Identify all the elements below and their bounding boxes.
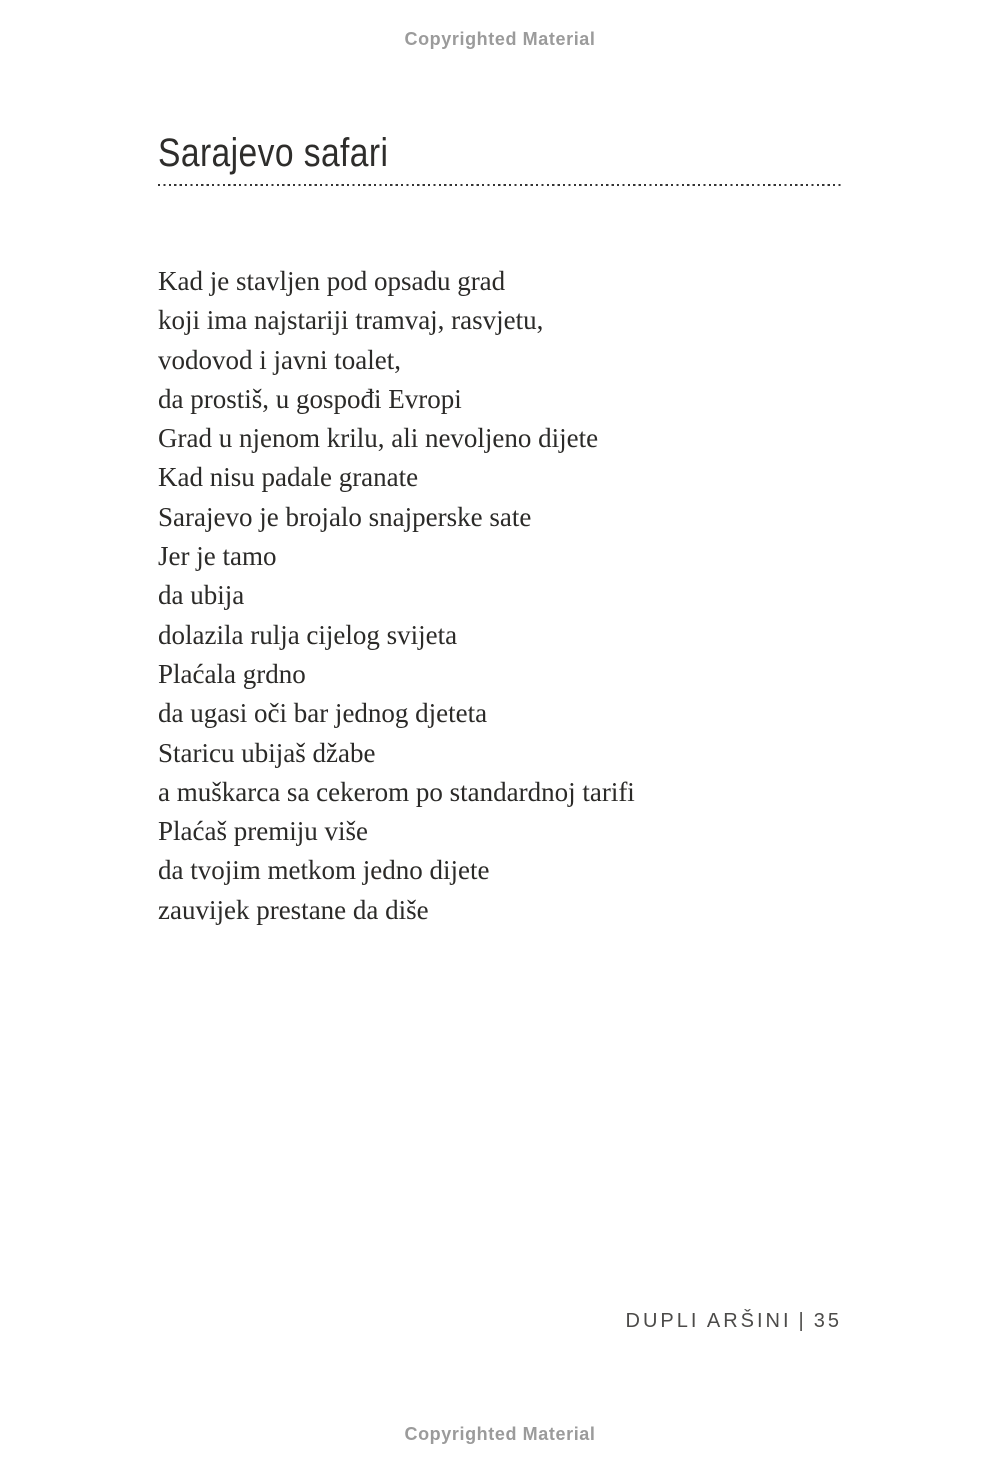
poem-line: da ubija bbox=[158, 580, 245, 611]
poem-line: da tvojim metkom jedno dijete bbox=[158, 855, 490, 886]
copyright-notice-top: Copyrighted Material bbox=[404, 29, 596, 49]
poem-line: Plaćala grdno bbox=[158, 658, 306, 689]
poem-line: Sarajevo je brojalo snajperske sate bbox=[158, 501, 532, 532]
poem-title-text: Sarajevo safari bbox=[158, 131, 389, 175]
footer-book-title: DUPLI ARŠINI bbox=[625, 1310, 792, 1332]
poem-line: Grad u njenom krilu, ali nevoljeno dijete bbox=[158, 423, 599, 454]
poem-line: vodovod i javni toalet, bbox=[158, 344, 401, 375]
title-dotted-rule bbox=[158, 184, 842, 186]
poem-line: Staricu ubijaš džabe bbox=[158, 737, 376, 768]
poem-line: koji ima najstariji tramvaj, rasvjetu, bbox=[158, 305, 544, 336]
poem-line: zauvijek prestane da diše bbox=[158, 894, 429, 925]
poem-line: a muškarca sa cekerom po standardnoj tarifi bbox=[158, 776, 635, 807]
poem-line: da prostiš, u gospođi Evropi bbox=[158, 383, 462, 414]
footer-page-number: 35 bbox=[813, 1310, 842, 1332]
poem-line: Plaćaš premiju više bbox=[158, 816, 368, 847]
poem-line: da ugasi oči bar jednog djeteta bbox=[158, 698, 488, 729]
running-footer bbox=[626, 1311, 843, 1331]
poem-line: Kad nisu padale granate bbox=[158, 462, 419, 493]
poem-body bbox=[158, 262, 858, 930]
footer-separator: | bbox=[798, 1310, 807, 1332]
poem-line: Jer je tamo bbox=[158, 541, 277, 572]
copyright-notice-bottom: Copyrighted Material bbox=[404, 1424, 596, 1444]
poem-line: Kad je stavljen pod opsadu grad bbox=[158, 266, 506, 296]
poem-title bbox=[158, 133, 432, 173]
poem-line: dolazila rulja cijelog svijeta bbox=[158, 619, 458, 650]
